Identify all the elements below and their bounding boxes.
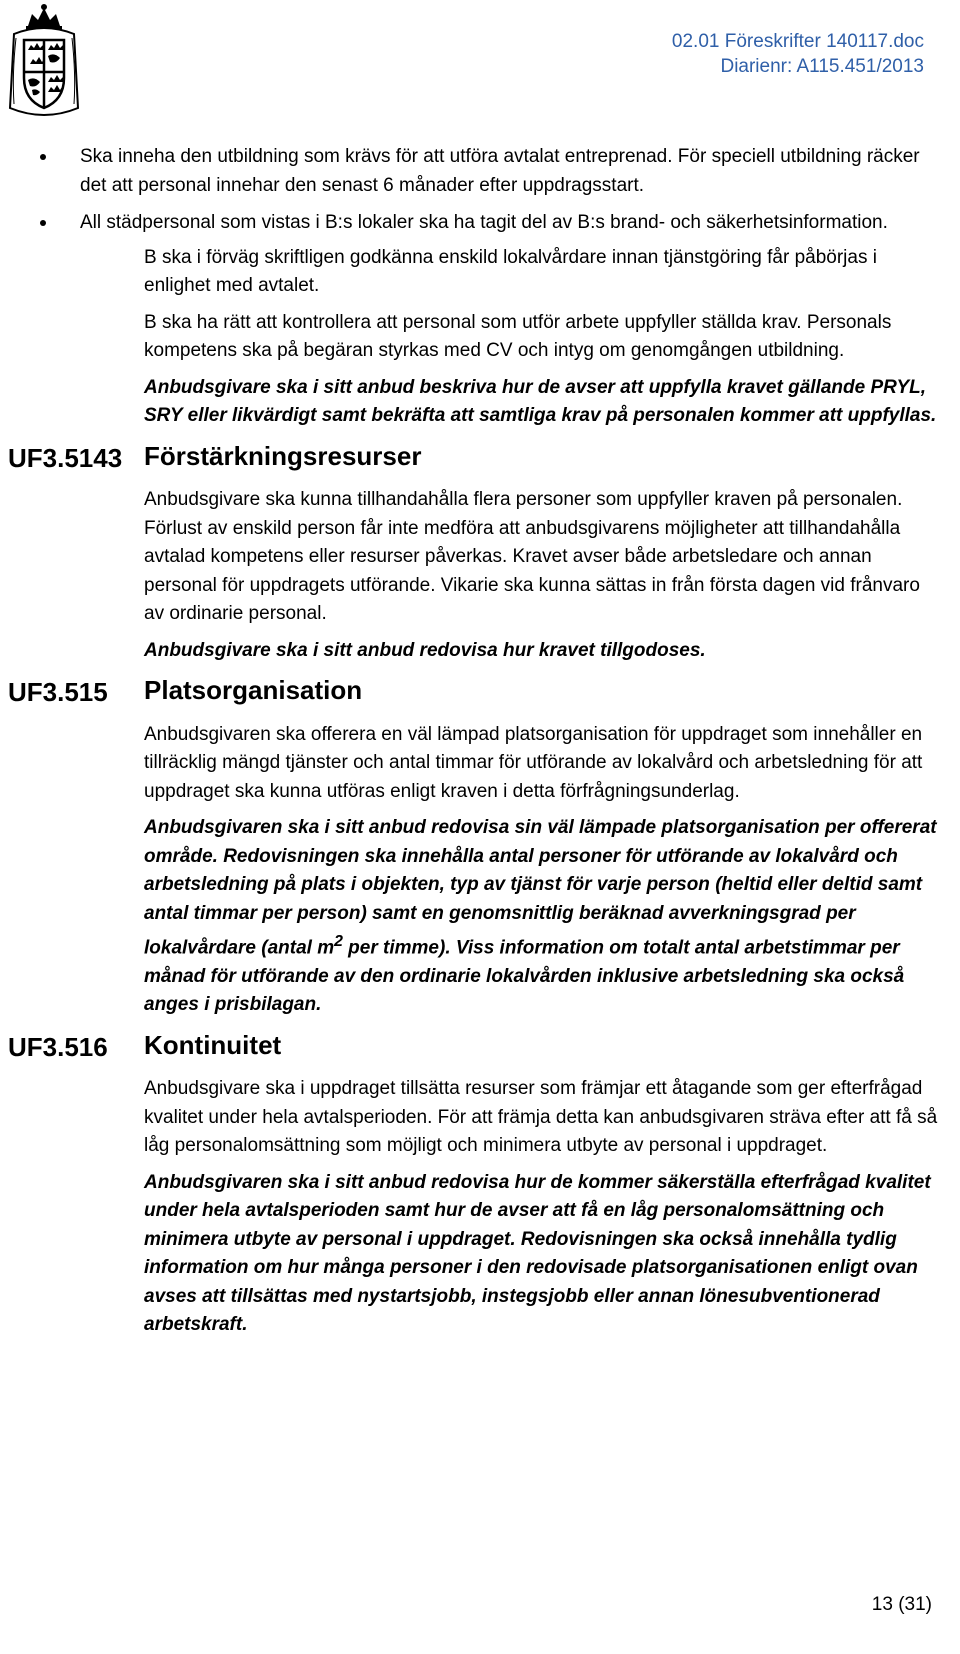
section-number: UF3.515 (8, 677, 108, 707)
section-heading (8, 675, 940, 709)
page-number: 13 (31) (871, 1594, 932, 1615)
bidder-requirement (144, 814, 940, 1020)
paragraph: B ska i förväg skriftligen godkänna enskild lokalvårdare innan tjänstgöring får påbörjas i enlighet med avtalet. (144, 246, 877, 296)
requirement-bullet-list (0, 143, 936, 238)
paragraph: Anbudsgivare ska i uppdraget tillsätta resurser som främjar ett åtagande som ger efterfrågad kvalitet under hela avtalsperioden. För att främja detta kan anbudsgivaren sträva efter att få så låg personalomsättning som möjligt och minimera utbyte av personal i uppdraget. (144, 1078, 938, 1157)
paragraph: Anbudsgivaren ska offerera en väl lämpad platsorganisation för uppdraget som innehåller en tillräcklig mängd tjänster och antal timmar för utförande av lokalvård och arbetsledning för att uppdraget ska kunna utföras enligt kraven i detta förfrågningsunderlag. (144, 723, 923, 802)
bidder-requirement: Anbudsgivaren ska i sitt anbud redovisa hur de kommer säkerställa efterfrågad kvalitet under hela avtalsperioden samt hur de avser att få en låg personalomsättning och minimera utbyte av personal i uppdraget. Redovisningen ska också innehålla tydlig information om hur många personer i den redovisade platsorganisationen enligt ovan avses att tillsättas med nystartsjobb, instegsjobb eller annan lönesubventionerad arbetskraft. (144, 1171, 931, 1336)
requirement-text-part: per timme). Viss information om totalt antal arbetstimmar per månad för utförande av den ordinarie lokalvården inklusive arbetsledning ska också anges i prisbilagan. (144, 937, 905, 1016)
section-number: UF3.516 (8, 1031, 108, 1062)
section-heading (8, 440, 940, 475)
document-body (8, 143, 940, 1348)
paragraph: B ska ha rätt att kontrollera att personal som utför arbete uppfyller ställda krav. Personals kompetens ska på begäran styrkas med CV och intyg om genomgången utbildning. (144, 311, 892, 361)
bullet-item: All städpersonal som vistas i B:s lokaler ska ha tagit del av B:s brand- och säkerhetsinformation. (80, 209, 936, 238)
document-filename: 02.01 Föreskrifter 140117.doc (671, 31, 924, 52)
section-heading (8, 1029, 940, 1064)
section-title: Kontinuitet (144, 1029, 282, 1060)
section-number: UF3.5143 (8, 442, 123, 473)
superscript: 2 (334, 933, 343, 950)
bidder-requirement: Anbudsgivare ska i sitt anbud beskriva hur de avser att uppfylla kravet gällande PRYL, SRY eller likvärdigt samt bekräfta att samtliga krav på personalen kommer att uppfyllas. (144, 376, 937, 426)
bidder-requirement: Anbudsgivare ska i sitt anbud redovisa hur kravet tillgodoses. (144, 639, 706, 661)
paragraph: Anbudsgivare ska kunna tillhandahålla flera personer som uppfyller kraven på personalen. Förlust av enskild person får inte medföra att anbudsgivarens möjligheter att tillhandahålla avtalad kompetens eller resurser påverkas. Kravet avser både arbetsledare och annan personal för uppdragets utförande. Vikarie ska kunna sättas in från första dagen vid frånvaro av ordinarie personal. (144, 489, 920, 624)
document-diarienr: Diarienr: A115.451/2013 (720, 56, 924, 77)
coat-of-arms-logo (6, 4, 82, 122)
document-header (672, 29, 924, 79)
section-title: Förstärkningsresurser (144, 440, 422, 471)
bullet-item: Ska inneha den utbildning som krävs för att utföra avtalat entreprenad. För speciell utbildning räcker det att personal innehar den senast 6 månader efter uppdragsstart. (80, 143, 936, 200)
swedish-coat-of-arms-icon (6, 4, 82, 122)
requirement-text-part: Anbudsgivaren ska i sitt anbud redovisa sin väl lämpade platsorganisation per offererat område. Redovisningen ska innehålla antal personer för utförande av lokalvård och arbetsledning på plats i objekten, typ av tjänst för varje person (heltid eller deltid samt antal timmar per person) samt en genomsnittlig beräknad avverkningsgrad per lokalvårdare (antal m (144, 817, 937, 959)
section-title: Platsorganisation (144, 675, 363, 705)
